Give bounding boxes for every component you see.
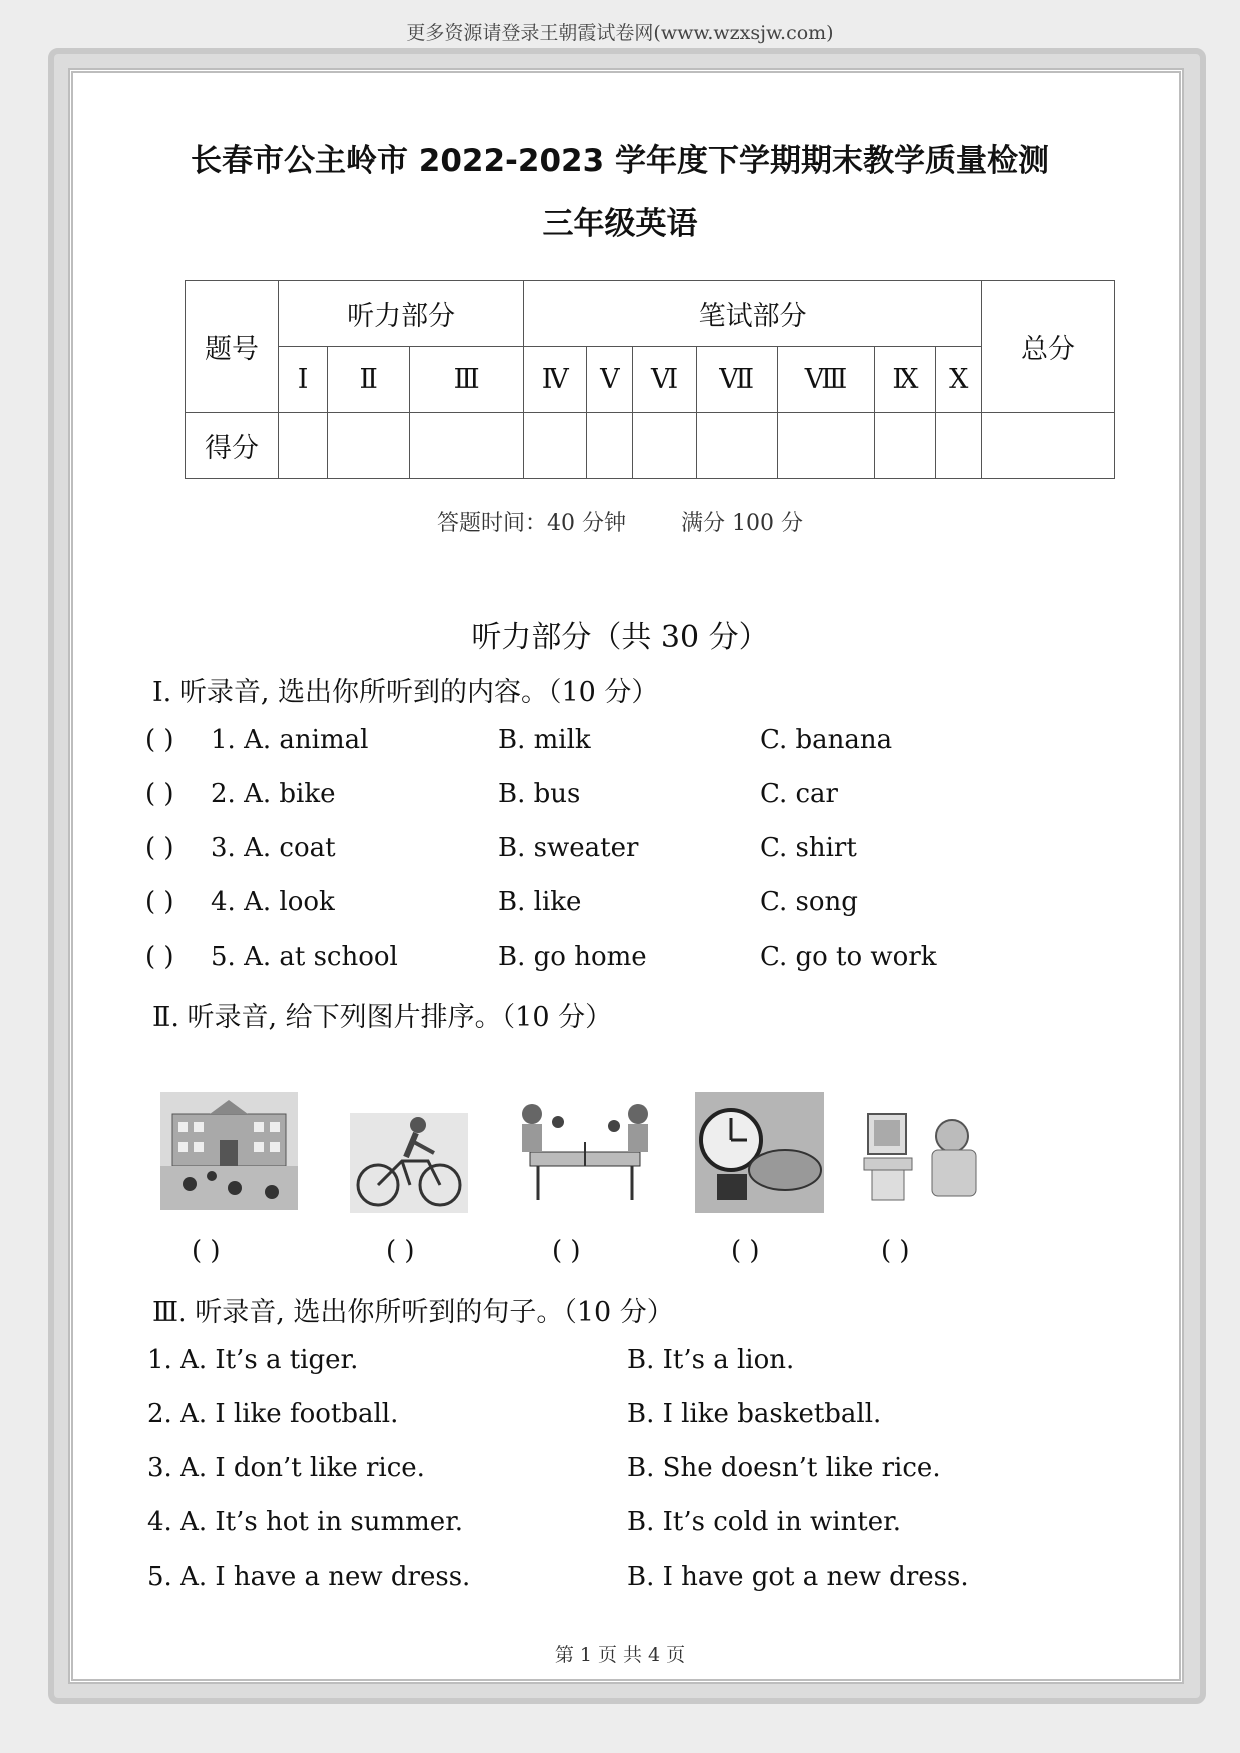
list-item [145, 833, 1045, 869]
option-b: B. milk [498, 725, 591, 755]
numeral-7: Ⅶ [696, 347, 777, 413]
answer-blank[interactable]: ( ) [145, 725, 174, 755]
score-cell[interactable] [696, 413, 777, 479]
header-listening: 听力部分 [279, 281, 524, 347]
numeral-5: Ⅴ [587, 347, 633, 413]
option-a: 1. A. It’s a tiger. [147, 1345, 359, 1375]
page-number: 第 1 页 共 4 页 [554, 1644, 686, 1666]
score-cell[interactable] [633, 413, 696, 479]
part1-heading: Ⅰ. 听录音, 选出你所听到的内容。（10 分） [152, 677, 659, 708]
option-b: B. I have got a new dress. [627, 1562, 969, 1592]
answer-blank[interactable]: ( ) [145, 887, 174, 917]
answer-blank[interactable]: ( ) [552, 1236, 581, 1266]
score-cell-total[interactable] [982, 413, 1115, 479]
score-table [185, 280, 1115, 479]
answer-blank[interactable]: ( ) [386, 1236, 415, 1266]
score-cell[interactable] [279, 413, 328, 479]
list-item [145, 779, 1045, 815]
part2-heading: Ⅱ. 听录音, 给下列图片排序。（10 分） [152, 1002, 613, 1033]
option-a: 5. A. at school [211, 942, 398, 972]
score-cell[interactable] [875, 413, 936, 479]
score-cell[interactable] [328, 413, 410, 479]
list-item [145, 942, 1045, 978]
option-b: B. bus [498, 779, 581, 809]
numeral-2: Ⅱ [328, 347, 410, 413]
score-cell[interactable] [777, 413, 875, 479]
option-c: C. banana [760, 725, 893, 755]
part3-heading: Ⅲ. 听录音, 选出你所听到的句子。（10 分） [152, 1297, 674, 1328]
option-a: 2. A. bike [211, 779, 336, 809]
header-question-no: 题号 [186, 281, 279, 413]
score-cell[interactable] [524, 413, 587, 479]
numeral-1: Ⅰ [279, 347, 328, 413]
row-score-label: 得分 [186, 413, 279, 479]
numeral-9: Ⅸ [875, 347, 936, 413]
score-cell[interactable] [936, 413, 982, 479]
option-a: 4. A. It’s hot in summer. [147, 1507, 464, 1537]
option-a: 5. A. I have a new dress. [147, 1562, 471, 1592]
full-score: 满分 100 分 [681, 511, 803, 536]
option-c: C. car [760, 779, 838, 809]
answer-blank[interactable]: ( ) [145, 833, 174, 863]
answer-blank[interactable]: ( ) [145, 779, 174, 809]
answer-blank[interactable]: ( ) [192, 1236, 221, 1266]
option-b: B. like [498, 887, 582, 917]
header-writing: 笔试部分 [524, 281, 982, 347]
option-c: C. song [760, 887, 858, 917]
option-a: 4. A. look [211, 887, 335, 917]
exam-meta [0, 506, 1240, 537]
numeral-4: Ⅳ [524, 347, 587, 413]
numeral-8: Ⅷ [777, 347, 875, 413]
school-picture [160, 1092, 298, 1210]
tv-watching-picture [862, 1100, 988, 1208]
table-tennis-picture [510, 1092, 660, 1210]
answer-blank[interactable]: ( ) [881, 1236, 910, 1266]
answer-blank[interactable]: ( ) [731, 1236, 760, 1266]
numeral-6: Ⅵ [633, 347, 696, 413]
option-c: C. shirt [760, 833, 857, 863]
score-cell[interactable] [587, 413, 633, 479]
option-b: B. go home [498, 942, 647, 972]
cycling-picture [350, 1113, 468, 1213]
list-item [145, 887, 1045, 923]
list-item [145, 725, 1045, 761]
option-a: 1. A. animal [211, 725, 369, 755]
option-a: 3. A. I don’t like rice. [147, 1453, 425, 1483]
option-a: 3. A. coat [211, 833, 336, 863]
score-cell[interactable] [410, 413, 524, 479]
option-c: C. go to work [760, 942, 937, 972]
section-title: 听力部分（共 30 分） [471, 620, 769, 655]
numeral-10: Ⅹ [936, 347, 982, 413]
exam-title: 长春市公主岭市 2022-2023 学年度下学期期末教学质量检测 [190, 143, 1049, 179]
numeral-3: Ⅲ [410, 347, 524, 413]
exam-subtitle: 三年级英语 [542, 206, 698, 242]
option-b: B. It’s cold in winter. [627, 1507, 901, 1537]
option-b: B. I like basketball. [627, 1399, 882, 1429]
option-b: B. sweater [498, 833, 639, 863]
header-note: 更多资源请登录王朝霞试卷网(www.wzxsjw.com) [406, 22, 834, 44]
option-b: B. It’s a lion. [627, 1345, 795, 1375]
answer-blank[interactable]: ( ) [145, 942, 174, 972]
option-b: B. She doesn’t like rice. [627, 1453, 941, 1483]
header-total: 总分 [982, 281, 1115, 413]
option-a: 2. A. I like football. [147, 1399, 399, 1429]
clock-bed-picture [695, 1092, 824, 1213]
exam-time: 答题时间：40 分钟 [437, 511, 626, 536]
